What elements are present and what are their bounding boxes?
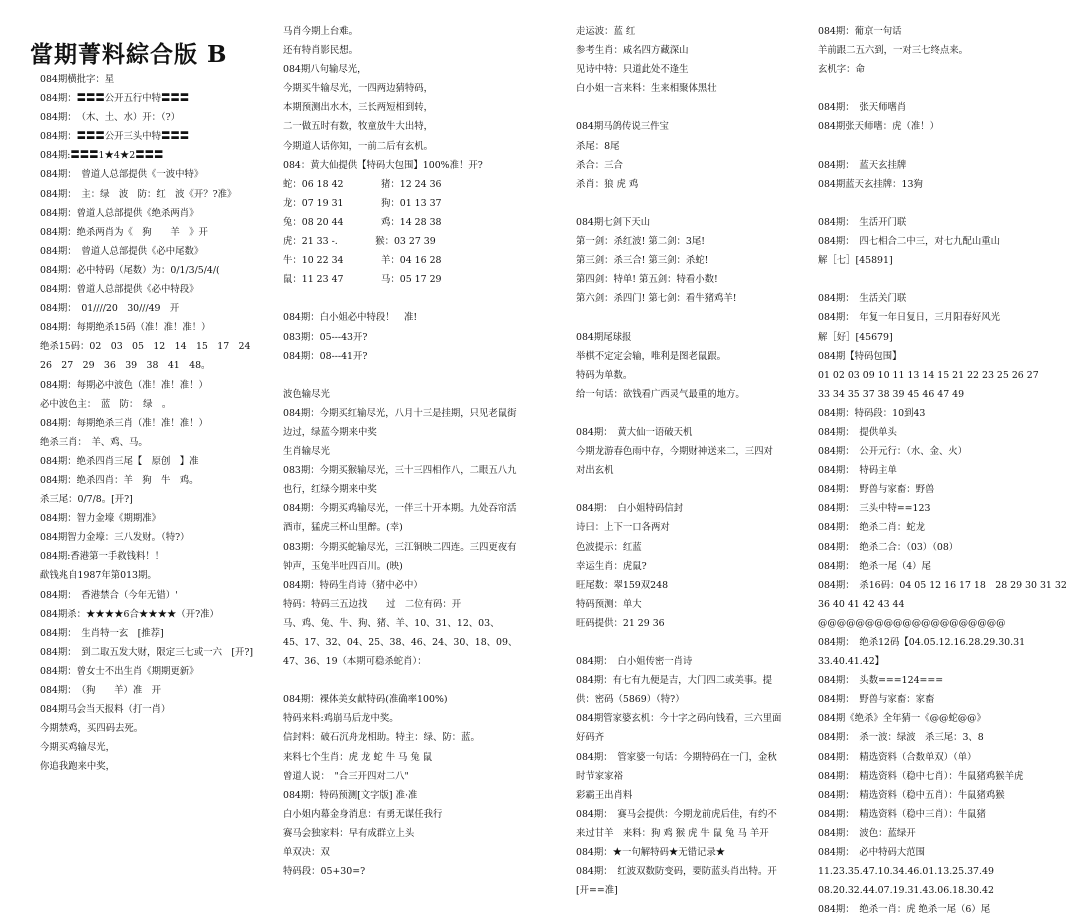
text-line: 举棋不定定会输，唯利是图老鼠跟。 <box>576 350 727 362</box>
text-line: 084期： 曾道人总部提供《一波中特》 <box>40 169 204 181</box>
column-3 <box>576 22 812 900</box>
text-line: 第一剑：杀红波! 第二剑：3尾! <box>576 236 705 248</box>
text-line <box>576 308 812 327</box>
text-line: 084期：葡京一句话 <box>818 26 902 37</box>
text-line: 084期蓝天玄挂牌：13狗 <box>818 178 923 190</box>
text-line: 084期： 管家婆一句话：今期特码在一门，金秋 <box>576 751 777 763</box>
text-line: 必中波色主： 蓝 防： 绿 。 <box>40 398 172 410</box>
text-line: 玄机字：命 <box>818 64 865 76</box>
text-line: 084期：特码生肖诗（猪中必中） <box>283 579 423 591</box>
text-line: 彩霸王出肖料 <box>576 789 633 801</box>
text-line: 084期： 白小姐传密一肖诗 <box>576 656 693 668</box>
text-line: 084期： 绝杀12码【04.05.12.16.28.29.30.31 <box>818 637 1026 648</box>
text-line: 二一做五时有数，牧童放牛大出特， <box>283 121 434 133</box>
text-line: [开==准] <box>576 885 618 897</box>
text-line: 歃钱兆自1987年第013期。 <box>40 570 157 582</box>
text-line: 084期： 主：绿 波 防：红 波《开？?准》 <box>40 188 237 200</box>
text-line: 084期横批字：星 <box>40 74 115 85</box>
text-line: 084期：〓〓〓公开五行中特〓〓〓 <box>40 93 190 105</box>
text-line: 马肖今期上台难。 <box>283 26 359 37</box>
text-line: 084期： 精选资料（稳中七肖）：牛鼠猪鸡猴羊虎 <box>818 770 1024 782</box>
text-line: 还有特肖影民想。 <box>283 45 359 57</box>
text-line: 084期： 绝杀二合：（03）（08） <box>818 541 959 553</box>
text-line: 084期马会当天报料（打一肖） <box>40 704 171 716</box>
column-1 <box>40 70 262 776</box>
text-line: 084期： 蓝天玄挂牌 <box>818 159 907 171</box>
text-line: 084期管家婆玄机：今十字之码向钱看，三六里面 <box>576 713 782 725</box>
text-line: 084期： 精选资料（合数单双）（单） <box>818 751 977 763</box>
text-line: 杀三尾：0/7/8。[开?] <box>40 494 133 506</box>
text-line: 对出玄机 <box>576 465 614 477</box>
text-line: 084期：必中特码（尾数）为：0/1/3/5/4/( <box>40 264 220 276</box>
text-line: 084期：白小姐必中特段！ 准! <box>283 312 418 324</box>
text-line: 绝杀三肖： 羊、鸡、马。 <box>40 436 148 448</box>
text-line: 084期【特码包围】 <box>818 350 902 362</box>
text-line: 羊前跟二五六到，一对三七终点来。 <box>818 45 969 57</box>
text-line: 鼠：11 23 47 马：05 17 29 <box>283 274 442 286</box>
text-line: 虎：21 33 -. 猴：03 27 39 <box>283 236 436 248</box>
text-line: 曾道人说： "合三开四对二八" <box>283 770 409 782</box>
text-line: 旺尾数：翠159双248 <box>576 579 669 591</box>
text-line: 今期龙游春色雨中存，今期财神送来二，三四对 <box>576 446 773 458</box>
text-line: 084期：今期买鸡输尽光，一伴三十开本期。九处吞帘活 <box>283 503 517 515</box>
text-line: 龙：07 19 31 狗：01 13 37 <box>283 197 442 209</box>
text-line <box>818 137 1070 156</box>
text-line: 也行，红绿今期来中奖 <box>283 484 377 496</box>
text-line: 45、17、32、04、25、38、46、24、30、18、09、 <box>283 637 518 648</box>
text-line: 你追我跑来中奖， <box>40 761 116 773</box>
text-line: 26 27 29 36 39 38 41 48。 <box>40 360 211 372</box>
text-line: 好码齐 <box>576 732 605 744</box>
text-line: 11.23.35.47.10.34.46.01.13.25.37.49 <box>818 866 994 878</box>
text-line: 特码为单数。 <box>576 369 633 381</box>
text-line: 赛马会独家料：早有成群立上头 <box>283 827 415 839</box>
text-line: 特码预测：单大 <box>576 598 642 610</box>
text-line: 084期杀：★★★★6合★★★★（开?准） <box>40 608 219 620</box>
text-line <box>576 633 812 652</box>
text-line: 诗曰：上下一口各两对 <box>576 522 670 534</box>
text-line: 083期：今期买猴输尽光，三十三四相作八，二眼五八九 <box>283 465 517 477</box>
text-line: 084期： 精选资料（稳中三肖）：牛鼠猪 <box>818 808 986 820</box>
text-line: 084期：裸体美女献特码(准确率100%) <box>283 694 448 706</box>
text-line: 084期： 野兽与家畜：家畜 <box>818 694 935 706</box>
text-line <box>576 194 812 213</box>
text-line: 084期：曾道人总部提供《必中特段》 <box>40 284 199 296</box>
text-line: 幸运生肖：虎鼠? <box>576 560 647 572</box>
text-line: 酒市，猛虎三杯山里醉。(幸) <box>283 522 403 534</box>
text-line: 本期预测出水木，三长两短相到转， <box>283 102 434 114</box>
text-line: 084期：今期买红输尽光，八月十三是挂期，只见老鼠街 <box>283 407 517 419</box>
text-line: 36 40 41 42 43 44 <box>818 598 905 610</box>
text-line: 解［七］[45891] <box>818 255 893 267</box>
text-line: 色波提示：红蓝 <box>576 541 642 553</box>
text-line: 旺码提供：21 29 36 <box>576 617 665 629</box>
text-line: 084期：08---41开? <box>283 350 368 362</box>
text-line: 084期： 公开元行：（水、金、火） <box>818 446 968 458</box>
text-line: 见诗中特：只道此处不逢生 <box>576 64 689 76</box>
text-line: 084期： 红波双数防变码，要防蓝头肖出特。开 <box>576 866 777 878</box>
text-line: 084期：绝杀四肖三尾【 原创 】准 <box>40 455 199 467</box>
text-line: 084期：曾女士不出生肖《期期更新》 <box>40 665 199 677</box>
text-line <box>283 289 545 308</box>
text-line: 钟声，玉兔半吐四百川。(映) <box>283 560 403 572</box>
text-line: 084期：绝杀两肖为《 狗 羊 》开 <box>40 226 208 238</box>
text-line: 特码：特码三五边找 过 二位有码：开 <box>283 598 462 610</box>
text-line: 白小姐内幕金身消息：有勇无谋任我行 <box>283 808 443 820</box>
text-line <box>818 79 1070 98</box>
text-line: 084期： 精选资料（稳中五肖）：牛鼠猪鸡猴 <box>818 789 1005 801</box>
text-line: 08.20.32.44.07.19.31.43.06.18.30.42 <box>818 885 994 897</box>
text-line: 杀尾：8尾 <box>576 140 620 152</box>
text-line: 边过，绿蓝今期来中奖 <box>283 426 377 438</box>
text-line: 今期道人话你知，一前二后有玄机。 <box>283 140 434 152</box>
text-line: 084期： 波色：蓝绿开 <box>818 827 916 839</box>
text-line: 参考生肖：咸名四方藏深山 <box>576 45 689 57</box>
text-line: 杀合：三合 <box>576 159 623 171</box>
text-line: 084期： 头数===124=== <box>818 675 944 687</box>
text-line: 第六剑：杀四门! 第七剑：看牛猪鸡羊! <box>576 293 737 305</box>
text-line: 084期： 生活关门联 <box>818 293 907 305</box>
text-line: 信封料：破石沉舟龙相助。特主：绿、防：蓝。 <box>283 732 480 744</box>
text-line: 供：密码（5869）（特?） <box>576 694 685 706</box>
text-line: 084期：★一句解特码★无错记录★ <box>576 847 726 859</box>
text-line: 47、36、19（本期可稳杀蛇肖）： <box>283 656 427 668</box>
text-line: 白小姐一言来料：生来相聚体黑壮 <box>576 83 717 95</box>
text-line: 生肖输尽光 <box>283 446 330 458</box>
column-2 <box>283 22 545 881</box>
text-line: 084期： （木、土、水）开：（?） <box>40 112 181 124</box>
text-line: 特码段：05+30=? <box>283 866 366 878</box>
text-line: 解［好］[45679] <box>818 331 893 343</box>
text-line: 来过甘羊 来料：狗 鸡 猴 虎 牛 鼠 兔 马 羊开 <box>576 827 769 839</box>
text-line: 蛇：06 18 42 猪：12 24 36 <box>283 178 442 190</box>
text-line: 084期： 黄大仙一语破天机 <box>576 426 693 438</box>
text-line: 084期： 香港禁合（今年无错）' <box>40 589 178 601</box>
text-line: 084期： 杀一波：绿波 杀三尾：3、8 <box>818 732 984 744</box>
text-line: 084期： 绝杀二肖：蛇龙 <box>818 522 925 534</box>
text-line: 084期： 生活开门联 <box>818 216 907 228</box>
text-line: 084期七剑下天山 <box>576 216 651 228</box>
text-line: 084期： 曾道人总部提供《必中尾数》 <box>40 245 204 257</box>
text-line <box>818 194 1070 213</box>
text-line: 33.40.41.42】 <box>818 656 885 668</box>
text-line: 今期买牛输尽光，一四两边猜特码， <box>283 83 434 95</box>
text-line: 084期： 赛马会提供：今期龙前虎后佳，有约不 <box>576 808 777 820</box>
text-line <box>576 98 812 117</box>
text-line: 084期尾球报 <box>576 331 632 343</box>
text-line: 特码来料:鸡崩马后龙中奖。 <box>283 713 399 725</box>
text-line: 084期： 绝杀一尾（4）尾 <box>818 560 931 572</box>
text-line <box>283 366 545 385</box>
text-line: 084期： 四七相合二中三，对七九配山重山 <box>818 236 1000 248</box>
text-line: 01 02 03 09 10 11 13 14 15 21 22 23 25 26 27 <box>818 369 1039 381</box>
text-line: 084期八句输尽光， <box>283 64 367 76</box>
text-line <box>576 404 812 423</box>
text-line: 084期:〓〓〓1★4★2〓〓〓 <box>40 150 164 162</box>
text-line: 马、鸡、兔、牛、狗、猪、羊、10、31、12、03、 <box>283 617 500 629</box>
text-line: 084期： 野兽与家畜：野兽 <box>818 484 935 496</box>
text-line: 084期： 杀16码：04 05 12 16 17 18 28 29 30 31 32 <box>818 579 1067 591</box>
text-line: 绝杀15码：02 03 05 12 14 15 17 24 <box>40 341 251 353</box>
text-line: 084期： 白小姐特码信封 <box>576 503 683 515</box>
text-line: 084期： 到二取五发大财，限定三七或一六 [开?] <box>40 646 254 658</box>
text-line: 084期： 绝杀一肖：虎 绝杀一尾（6）尾 <box>818 904 991 916</box>
text-line: 084期： （狗 羊）准 开 <box>40 685 162 696</box>
text-line: 今期禁鸡，买四码去死。 <box>40 723 144 735</box>
text-line: 084期：特码预测[文字版] 准·准 <box>283 789 418 801</box>
text-line: 波色输尽光 <box>283 388 330 400</box>
text-line: 084期：每期绝杀15码（准！准！准！） <box>40 322 211 334</box>
text-line: 给一句话：欲钱看广西灵气最重的地方。 <box>576 388 745 400</box>
text-line: 杀肖：狼 虎 鸡 <box>576 178 639 190</box>
text-line: 走运波：蓝 红 <box>576 26 636 37</box>
text-line: 084期张天师嗜：虎（准！） <box>818 121 940 133</box>
text-line: 083期：今期买蛇输尽光，三江铜映二四连。三四更夜有 <box>283 541 517 553</box>
text-line: 084：黄大仙提供【特码大包围】100%准！开? <box>283 159 483 171</box>
text-line: 牛：10 22 34 羊：04 16 28 <box>283 255 442 267</box>
text-line: 33 34 35 37 38 39 45 46 47 49 <box>818 388 965 400</box>
text-line <box>818 270 1070 289</box>
text-line: 来料七个生肖：虎 龙 蛇 牛 马 兔 鼠 <box>283 751 433 763</box>
text-line: 084期：每期绝杀三肖（准！准！准！） <box>40 417 208 429</box>
text-line: 兔：08 20 44 鸡：14 28 38 <box>283 216 442 228</box>
text-line: 084期：曾道人总部提供《绝杀两肖》 <box>40 207 199 219</box>
text-line: 084期： 必中特码大范围 <box>818 847 925 859</box>
text-line: 单双决：双 <box>283 847 330 859</box>
text-line: 084期： 提供单头 <box>818 426 897 438</box>
text-line: 第三剑：杀三合! 第三剑：杀蛇! <box>576 255 709 267</box>
text-line: 084期马鸽传说三件宝 <box>576 121 669 133</box>
text-line: @@@@@@@@@@@@@@@@@@@@ <box>818 617 1006 629</box>
text-line: 第四剑：特单! 第五剑：特看小数! <box>576 274 718 286</box>
text-line: 084期： 年复一年日复日，三月阳春好风光 <box>818 312 1000 324</box>
text-line <box>283 671 545 690</box>
text-line: 084期《绝杀》全年猜一《@@蛇@@》 <box>818 713 986 725</box>
text-line: 084期：有七有九便是吉，大门四二或美事。提 <box>576 675 773 687</box>
text-line: 084期： 生肖特一玄 [推荐] <box>40 627 164 639</box>
text-line: 084期： 01////20 30///49 开 <box>40 303 180 315</box>
text-line: 084期智力金壕：三八发财。（特?） <box>40 532 190 544</box>
text-line: 084期： 三头中特==123 <box>818 503 931 515</box>
text-line: 084期：智力金壕《期期准》 <box>40 513 162 525</box>
page-title: 當期菁料綜合版 B <box>30 41 228 68</box>
text-line: 083期：05---43开? <box>283 331 368 343</box>
column-4 <box>818 22 1070 919</box>
text-line: 084期： 特码主单 <box>818 465 897 477</box>
text-line: 时节家家裕 <box>576 770 623 782</box>
text-line <box>576 480 812 499</box>
text-line: 084期：绝杀四肖：羊 狗 牛 鸡。 <box>40 474 199 486</box>
text-line: 今期买鸡输尽光， <box>40 742 116 754</box>
text-line: 084期：每期必中波色（准！准！准！） <box>40 379 208 391</box>
text-line: 084期：特码段：10到43 <box>818 407 926 419</box>
text-line: 084期： 张天师嗜肖 <box>818 102 907 114</box>
text-line: 084期：〓〓〓公开三头中特〓〓〓 <box>40 131 190 143</box>
text-line: 084期:香港第一手救钱料！！ <box>40 551 165 563</box>
